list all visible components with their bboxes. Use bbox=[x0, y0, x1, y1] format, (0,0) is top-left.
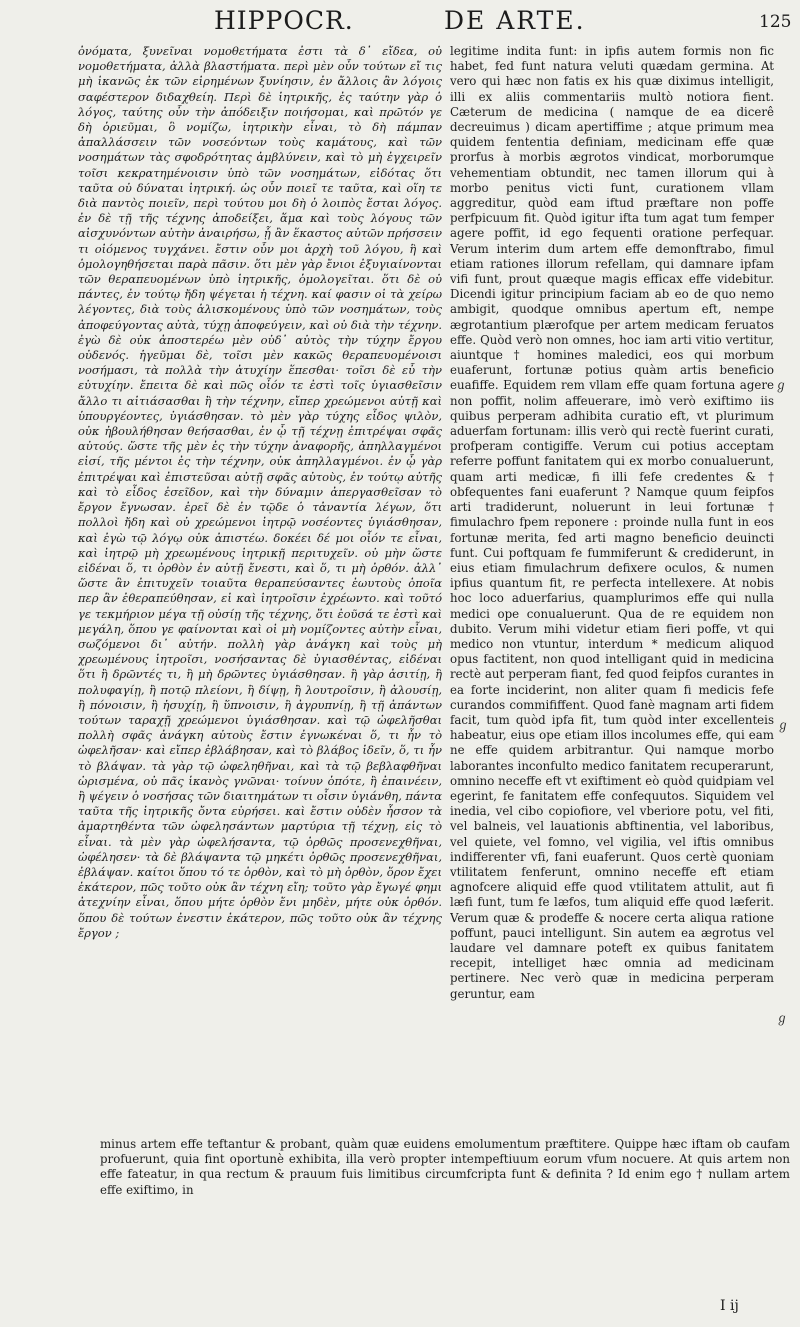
running-header bbox=[0, 6, 800, 40]
running-head-left: HIPPOCR. bbox=[214, 6, 354, 35]
latin-text-column bbox=[450, 44, 774, 1136]
page-number: 125 bbox=[759, 12, 792, 32]
margin-note-mark: ℊ bbox=[777, 718, 790, 732]
greek-paragraph: ὀνόματα, ξυνεῖναι νομοθετήματα ἐστι τὰ δ᾽ εἴδεα, οὐ νομοθετήματα, ἀλλὰ βλαστήματα. περὶ μὲν οὖν τούτων εἴ τις μὴ ἱκανῶς ἐκ τῶν εἰρημένων ξυνίησιν, ἐν ἄλλοις ἂν λόγοις σαφέστερον διδαχθείη. Περὶ δὲ ἰητρικῆς, ἐς ταύτην γὰρ ὁ λόγος, ταύτης οὖν τὴν ἀπόδειξιν ποιήσομαι, καὶ πρῶτόν γε δὴ ὁριεῦμαι, ὃ νομίζω, ἰητρικὴν εἶναι, τὸ δὴ πάμπαν ἀπαλλάσσειν τῶν νοσεόντων τοὺς καμάτους, καὶ τῶν νοσημάτων τὰς σφοδρότητας ἀμβλύνειν, καὶ τὸ μὴ ἐγχειρεῖν τοῖσι κεκρατημένοισιν ὑπὸ τῶν νοσημάτων, εἰδότας ὅτι ταῦτα οὐ δύναται ἰητρική. ὡς οὖν ποιεῖ τε ταῦτα, καὶ οἵη τε διὰ παντὸς ποιεῖν, περὶ τούτου μοι δὴ ὁ λοιπὸς ἔσται λόγος. ἐν δὲ τῇ τῆς τέχνης ἀποδείξει, ἅμα καὶ τοὺς λόγους τῶν αἰσχυνόντων αὐτὴν ἀναιρήσω, ᾗ ἂν ἕκαστος αὐτῶν πρήσσειν τι οἰόμενος τυγχάνει. ἔστιν οὖν μοι ἀρχὴ τοῦ λόγου, ἣ καὶ ὁμολογηθήσεται παρὰ πᾶσιν. ὅτι μὲν γὰρ ἔνιοι ἐξυγιαίνονται τῶν θεραπευομένων ὑπὸ ἰητρικῆς, ὁμολογεῖται. ὅτι δὲ οὐ πάντες, ἐν τούτῳ ἤδη ψέγεται ἡ τέχνη. καί φασιν οἱ τὰ χείρω λέγοντες, διὰ τοὺς ἁλισκομένους ὑπὸ τῶν νοσημάτων, τοὺς ἀποφεύγοντας αὐτὰ, τύχῃ ἀποφεύγειν, καὶ οὐ διὰ τὴν τέχνην. ἐγὼ δὲ οὐκ ἀποστερέω μὲν οὐδ᾽ αὐτὸς τὴν τύχην ἔργου οὐδενός. ἡγεῦμαι δὲ, τοῖσι μὲν κακῶς θεραπευομένοισι νοσήμασι, τὰ πολλὰ τὴν ἀτυχίην ἕπεσθαι· τοῖσι δὲ εὖ τὴν εὐτυχίην. ἔπειτα δὲ καὶ πῶς οἷόν τε ἐστὶ τοῖς ὑγιασθεῖσιν ἄλλο τι αἰτιάσασθαι ἢ τὴν τέχνην, εἴπερ χρεώμενοι αὐτῇ καὶ ὑπουργέοντες, ὑγιάσθησαν. τὸ μὲν γὰρ τύχης εἶδος ψιλὸν, οὐκ ἠβουλήθησαν θεήσασθαι, ἐν ᾧ τῇ τέχνῃ ἐπιτρέψαι σφᾶς αὐτούς. ὥστε τῆς μὲν ἐς τὴν τύχην ἀναφορῆς, ἀπηλλαγμένοι εἰσί, τῆς μέντοι ἐς τὴν τέχνην, οὐκ ἀπηλλαγμένοι. ἐν ᾧ γὰρ ἐπιτρέψαι καὶ ἐπιστεῦσαι αὐτῇ σφᾶς αὐτοὺς, ἐν τούτῳ αὐτῆς καὶ τὸ εἶδος ἐσεῖδον, καὶ τὴν δύναμιν ἀπεργασθεῖσαν τὸ ἔργον ἔγνωσαν. ἐρεῖ δὲ ἐν τῷδε ὁ τἀναντία λέγων, ὅτι πολλοὶ ἤδη καὶ οὐ χρεώμενοι ἰητρῷ νοσέοντες ὑγιάσθησαν, καὶ ἐγὼ τῷ λόγῳ οὐκ ἀπιστέω. δοκέει δέ μοι οἷόν τε εἶναι, καὶ ἰητρῷ μὴ χρεωμένους ἰητρικῇ περιτυχεῖν. οὐ μὴν ὥστε εἰδέναι ὅ, τι ὀρθὸν ἐν αὐτῇ ἔνεστι, καὶ ὅ, τι μὴ ὀρθόν. ἀλλ᾽ ὥστε ἂν ἐπιτυχεῖν τοιαῦτα θεραπεύσαντες ἑωυτοὺς ὁποῖα περ ἂν ἐθεραπεύθησαν, εἰ καὶ ἰητροῖσιν ἐχρέωντο. καὶ τοῦτό γε τεκμήριον μέγα τῇ οὐσίῃ τῆς τέχνης, ὅτι ἐοῦσά τε ἐστὶ καὶ μεγάλη, ὅπου γε φαίνονται καὶ οἱ μὴ νομίζοντες αὐτὴν εἶναι, σωζόμενοι δι᾽ αὐτήν. πολλὴ γὰρ ἀνάγκη καὶ τοὺς μὴ χρεωμένους ἰητροῖσι, νοσήσαντας δὲ ὑγιασθέντας, εἰδέναι ὅτι ἢ δρῶντές τι, ἢ μὴ δρῶντες ὑγιάσθησαν. ἢ γὰρ ἀσιτίῃ, ἢ πολυφαγίῃ, ἢ ποτῷ πλείονι, ἢ δίψῃ, ἢ λουτροῖσιν, ἢ ἀλουσίῃ, ἢ πόνοισιν, ἢ ἡσυχίῃ, ἢ ὕπνοισιν, ἢ ἀγρυπνίῃ, ἢ τῇ ἁπάντων τούτων ταραχῇ χρεώμενοι ὑγιάσθησαν. καὶ τῷ ὠφελῆσθαι πολλὴ σφᾶς ἀνάγκη αὐτοὺς ἔστιν ἐγνωκέναι ὅ, τι ἦν τὸ ὠφελῆσαν· καὶ εἴπερ ἐβλάβησαν, καὶ τὸ βλάβος ἰδεῖν, ὅ, τι ἦν τὸ βλάψαν. τὰ γὰρ τῷ ὠφεληθῆναι, καὶ τὰ τῷ βεβλαφθῆναι ὡρισμένα, οὐ πᾶς ἱκανὸς γνῶναι· τοίνυν ὁπότε, ἢ ἐπαινέειν, ἢ ψέγειν ὁ νοσήσας τῶν διαιτημάτων τι οἷσιν ὑγιάνθη, πάντα ταῦτα τῆς ἰητρικῆς ὄντα εὑρήσει. καὶ ἔστιν οὐδὲν ἧσσον τὰ ἁμαρτηθέντα τῶν ὠφελησάντων μαρτύρια τῇ τέχνῃ, εἰς τὸ εἶναι. τὰ μὲν γὰρ ὠφελήσαντα, τῷ ὀρθῶς προσενεχθῆναι, ὠφέλησεν· τὰ δὲ βλάψαντα τῷ μηκέτι ὀρθῶς προσενεχθῆναι, ἐβλάψαν. καίτοι ὅπου τό τε ὀρθὸν, καὶ τὸ μὴ ὀρθὸν, ὅρον ἔχει ἑκάτερον, πῶς τοῦτο οὐκ ἂν τέχνη εἴη; τοῦτο γὰρ ἔγωγέ φημι ἀτεχνίην εἶναι, ὅπου μήτε ὀρθὸν ἔνι μηδὲν, μήτε οὐκ ὀρθόν. ὅπου δὲ τούτων ἐνεστιν ἑκάτερον, πῶς τοῦτο οὐκ ἂν τέχνης ἔργον ; bbox=[78, 44, 442, 940]
margin-note-mark: ℊ bbox=[776, 1011, 789, 1025]
signature-mark: I ij bbox=[720, 1298, 739, 1314]
full-width-continuation-text: minus artem effe teftantur & probant, quàm quæ euidens emolumentum præftitere. Quippe hæc iftam ob caufam profuerunt, quia fint oportunè exhibita, illa verò propter intempeftiuum eorum vfum nocuere. At quis artem non effe fateatur, in qua rectum & prauum fuis limitibus circumfcripta funt & definita ? Id enim ego † nullam artem effe exiftimo, in bbox=[100, 1137, 790, 1197]
greek-text-column bbox=[78, 44, 442, 1136]
margin-note-mark: ℊ bbox=[775, 378, 788, 392]
running-head-right: DE ARTE. bbox=[444, 6, 586, 35]
latin-paragraph: legitime indita funt: in ipfis autem formis non fic habet, fed funt natura veluti quædam germina. At vero qui hæc non fatis ex his quæ diximus intelligit, illi ex aliis commentariis multò notiora fient. Cæterum de medicina ( namque de ea dicerê decreuimus ) dicam apertiffime ; atque primum mea quidem fententia definiam, medicinam effe quæ prorfus à morbis ægrotos vindicat, morborumque vehementiam obtundit, nec tamen illorum qui à morbo penitus victi funt, curationem vllam aggreditur, quòd eam iftud præftare non poffe perfpicuum fit. Quòd igitur ifta tum agat tum femper agere poffit, id ego fequenti oratione perfequar. Verum interim dum artem effe demonftrabo, fimul etiam rationes illorum refellam, qui damnare ipfam vifi funt, prout quæque magis efficax effe videbitur. Dicendi igitur principium faciam ab eo de quo nemo ambigit, quodque omnibus apertum eft, nempe ægrotantium plærofque per artem medicam feruatos effe. Quòd verò non omnes, hoc iam arti vitio vertitur, aiuntque † homines maledici, eos qui morbum euaferunt, fortunæ potius quàm artis beneficio euafiffe. Equidem rem vllam effe quam fortuna agere non poffit, nolim affeuerare, imò verò exiftimo iis quibus perperam adhibita curatio eft, vt plurimum aduerfam fortunam: illis verò qui rectè fuerint curati, profperam contigiffe. Verum cui potius acceptam referre poffunt fanitatem qui ex morbo conualuerunt, quam arti medicæ, fi illi fefe credentes & † obfequentes fani euaferunt ? Namque quum feipfos arti tradiderunt, noluerunt in leui fortunæ † fimulachro fpem reponere : proinde nulla funt in eos fortunæ merita, fed arti magno beneficio deuincti funt. Cui poftquam fe fummiferunt & crediderunt, in eius etiam fimulachrum defixere oculos, & numen ipfius quantum fit, re perfecta intellexere. At nobis hoc loco aduerfarius, quamplurimos effe qui nulla medici ope conualuerunt. Qua de re equidem non dubito. Verum mihi videtur etiam fieri poffe, vt qui medico non vtuntur, interdum * medicum aliquod opus factitent, non quod intelligant quid in medicina rectè aut perperam fiant, fed quod feipfos curantes in ea forte inciderint, non aliter quam fi medicis fefe curandos commififfent. Quod fanè magnam arti fidem facit, tum quòd ipfa fit, tum quòd inter excellenteis habeatur, eius ope etiam illos incolumes effe, qui eam ne effe quidem arbitrantur. Qui namque morbo laborantes inconfulto medico fanitatem recuperarunt, omnino neceffe eft vt exiftiment eò quòd quidpiam vel egerint, fe fanitatem effe confequutos. Siquidem vel inedia, vel cibo copiofiore, vel vberiore potu, vel fiti, vel balneis, vel lauationis abftinentia, vel laboribus, vel quiete, vel fomno, vel vigilia, vel iftis omnibus indifferenter vfi, fani euaferunt. Quos certè quoniam vtilitatem fenferunt, omnino neceffe eft etiam agnofcere aliquid effe quod vtilitatem attulit, aut fi læfi funt, tum fe læfos, tum aliquid effe quod læferit. Verum quæ & prodeffe & nocere certa aliqua ratione poffunt, pauci intelligunt. Sin autem ea ægrotus vel laudare vel damnare poteft ex quibus fanitatem recepit, intelliget hæc omnia ad medicinam pertinere. Nec verò quæ in medicina perperam geruntur, eam bbox=[450, 44, 774, 1001]
